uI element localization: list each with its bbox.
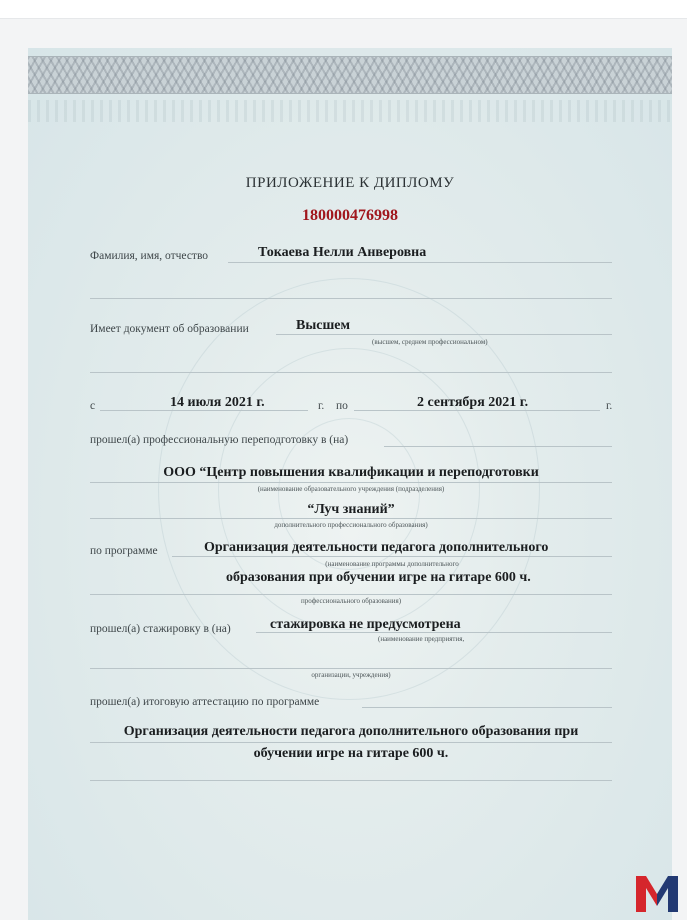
document-title: ПРИЛОЖЕНИЕ К ДИПЛОМУ <box>245 175 455 191</box>
retraining-label: прошел(а) профессиональную переподготовку в (на) <box>90 434 349 446</box>
program-line-2: образования при обучении игре на гитаре 600 ч. <box>226 570 531 585</box>
internship-hint-2: организации, учреждения) <box>311 671 391 679</box>
education-label: Имеет документ об образовании <box>90 323 249 335</box>
guilloche-border <box>28 56 672 94</box>
program-hint-1: (наименование программы дополнительного <box>325 560 459 568</box>
organization-hint-1: (наименование образовательного учреждения (подразделения) <box>257 485 445 493</box>
retraining-underline <box>384 446 612 447</box>
internship-underline <box>256 632 612 633</box>
fio-underline-2 <box>90 298 612 299</box>
program-underline-2 <box>90 594 612 595</box>
date-from-label: с <box>90 400 96 412</box>
attestation-underline <box>362 707 612 708</box>
document-number-value: 180000476998 <box>302 207 398 224</box>
program-underline-1 <box>172 556 612 557</box>
program-line-1: Организация деятельности педагога дополнительного <box>204 540 549 555</box>
attestation-line-2: обучении игре на гитаре 600 ч. <box>253 746 449 761</box>
year-suffix-2: г. <box>606 400 613 412</box>
top-bar <box>0 0 687 19</box>
organization-line-2: “Луч знаний” <box>307 502 395 517</box>
fio-underline <box>228 262 612 263</box>
internship-hint-1: (наименование предприятия, <box>378 635 465 643</box>
internship-underline-2 <box>90 668 612 669</box>
fio-label: Фамилия, имя, отчество <box>90 250 209 262</box>
date-to-value: 2 сентября 2021 г. <box>417 395 529 410</box>
education-underline-2 <box>90 372 612 373</box>
organization-underline-1 <box>90 482 612 483</box>
program-hint-2: профессионального образования) <box>300 597 402 605</box>
internship-value: стажировка не предусмотрена <box>270 617 461 632</box>
education-value: Высшем <box>296 318 351 333</box>
attestation-label: прошел(а) итоговую аттестацию по программе <box>90 696 320 708</box>
attestation-underline-1 <box>90 742 612 743</box>
year-suffix-1: г. <box>318 400 325 412</box>
date-to-label: по <box>336 400 348 412</box>
guilloche-band <box>28 100 672 122</box>
m-logo-icon <box>634 874 680 914</box>
attestation-line-1: Организация деятельности педагога дополнительного образования при <box>123 724 579 739</box>
fio-value: Токаева Нелли Анверовна <box>258 245 427 260</box>
organization-hint-2: дополнительного профессионального образования) <box>274 521 428 529</box>
education-underline <box>276 334 612 335</box>
organization-line-1: ООО “Центр повышения квалификации и переподготовки <box>163 465 539 480</box>
date-from-value: 14 июля 2021 г. <box>170 395 265 410</box>
organization-underline-2 <box>90 518 612 519</box>
attestation-underline-2 <box>90 780 612 781</box>
education-hint: (высшем, среднем профессиональном) <box>372 338 488 346</box>
program-label: по программе <box>90 545 158 557</box>
internship-label: прошел(а) стажировку в (на) <box>90 623 231 635</box>
